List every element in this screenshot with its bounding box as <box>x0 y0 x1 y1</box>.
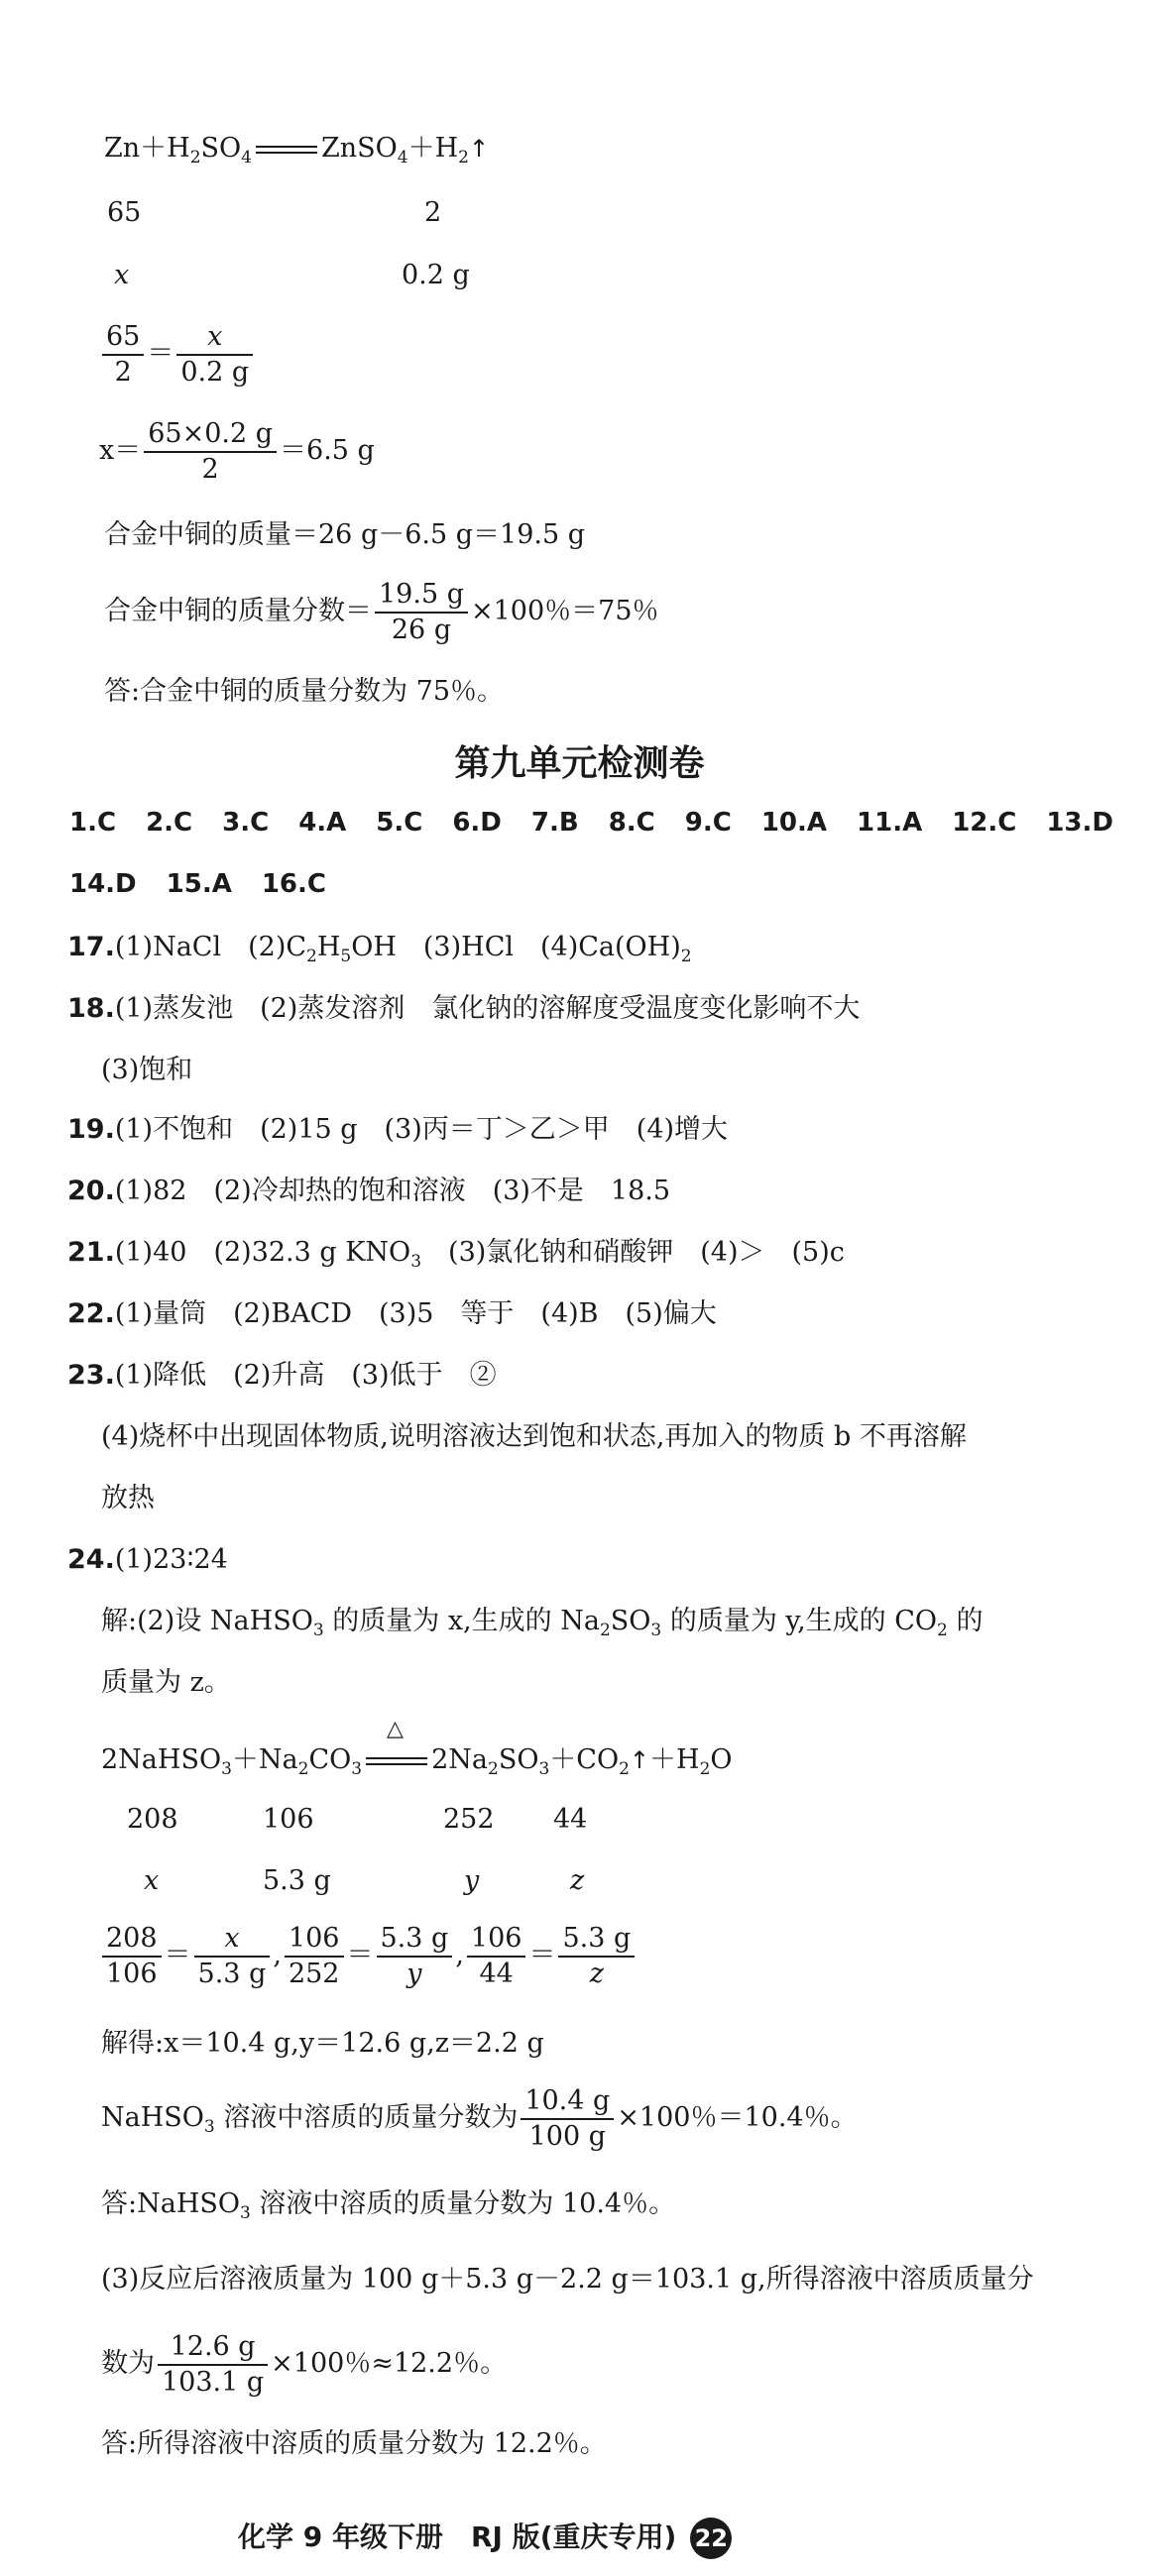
equation-zn: $Zn+H_2SO_4$ $ZnSO_4+H_2↑$ <box>104 133 490 168</box>
proportion-2: $\frac{208}{106}$ ＝ $\frac{x}{5.3 g}$ , $\frac{106}{252}$ ＝ $\frac{5.3 g}{y}$ , $\frac{106}{44}$ ＝ $\frac{5.3 g}{z}$ <box>99 1921 637 1991</box>
q24-setup-2: 质量为 z。 <box>101 1667 231 1698</box>
gas-arrow-icon: ↑ <box>629 1746 650 1774</box>
unknown-row-1b: 0.2 g <box>402 260 470 290</box>
unknown-row-2a: x <box>144 1865 160 1896</box>
unknown-row-2d: z <box>570 1865 585 1896</box>
mass-row-2b: 106 <box>263 1804 314 1835</box>
q24-part3: (3)反应后溶液质量为 100 g＋5.3 g－2.2 g＝103.1 g,所得溶液中溶质质量分 <box>101 2264 1034 2295</box>
q21: 21.(1)40 (2)32.3 g $KNO_3$ (3)氯化钠和硝酸钾 (4)＞ (5)c <box>67 1237 845 1272</box>
copper-mass: 合金中铜的质量＝26 g－6.5 g＝19.5 g <box>104 519 586 550</box>
answer-final: 答:所得溶液中溶质的质量分数为 12.2％。 <box>101 2428 607 2459</box>
q19: 19.(1)不饱和 (2)15 g (3)丙＝丁＞乙＞甲 (4)增大 <box>67 1114 729 1145</box>
proportion-1: $\frac{65}{2}$ ＝ $\frac{x}{0.2 g}$ <box>99 319 256 390</box>
unknown-row-2b: 5.3 g <box>263 1865 331 1896</box>
q20: 20.(1)82 (2)冷却热的饱和溶液 (3)不是 18.5 <box>67 1176 671 1206</box>
mass-row-2d: 44 <box>553 1804 588 1835</box>
equals-sign <box>256 146 317 154</box>
copper-ratio: 合金中铜的质量分数＝ $\frac{19.5 g}{26 g}$ ×100％＝75％ <box>104 578 659 645</box>
heat-condition-icon: △ <box>387 1717 404 1741</box>
page-number-badge: 22 <box>690 2518 732 2559</box>
mass-fraction-1: NaHSO$_3$ 溶液中溶质的质量分数为 $\frac{10.4 g}{100 g}$ ×100％＝10.4％。 <box>101 2084 858 2152</box>
section-title: 第九单元检测卷 <box>454 743 705 784</box>
choice-answers-row-2: 14.D 15.A 16.C <box>69 869 326 899</box>
q23-line3: 放热 <box>101 1483 155 1513</box>
equals-sign <box>366 1757 427 1765</box>
equation-nahso3: $2NaHSO_3+Na_2CO_3$ $2Na_2SO_3+CO_2↑+H_2O$ <box>101 1744 733 1779</box>
q23-line2: (4)烧杯中出现固体物质,说明溶液达到饱和状态,再加入的物质 b 不再溶解 <box>101 1421 967 1452</box>
answer-copper: 答:合金中铜的质量分数为 75％。 <box>104 676 505 707</box>
q24-setup: 解:(2)设 NaHSO$_3$ 的质量为 x,生成的 $Na_2SO_3$ 的质量为 y,生成的 $CO_2$ 的 <box>101 1606 984 1640</box>
gas-arrow-icon: ↑ <box>468 135 490 163</box>
q22: 22.(1)量筒 (2)BACD (3)5 等于 (4)B (5)偏大 <box>67 1298 717 1329</box>
mass-row-2a: 208 <box>127 1804 178 1835</box>
solve-results: 解得:x＝10.4 g,y＝12.6 g,z＝2.2 g <box>101 2028 544 2059</box>
mass-fraction-2: 数为 $\frac{12.6 g}{103.1 g}$ ×100％≈12.2％。 <box>101 2330 508 2398</box>
page-footer: 化学 9 年级下册 RJ 版(重庆专用) 22 <box>238 2516 732 2559</box>
q24: 24.(1)23∶24 <box>67 1544 228 1575</box>
q17: 17.(1)NaCl $(2)C_2H_5OH$ (3)HCl $(4)Ca(OH)_2$ <box>67 932 692 966</box>
q23: 23.(1)降低 (2)升高 (3)低于 ② <box>67 1360 497 1391</box>
solve-x: x＝ $\frac{65\times 0.2 g}{2}$ ＝6.5 g <box>99 417 375 485</box>
answer-nahso3: 答:NaHSO$_3$ 溶液中溶质的质量分数为 10.4％。 <box>101 2188 676 2223</box>
q18: 18.(1)蒸发池 (2)蒸发溶剂 氯化钠的溶解度受温度变化影响不大 <box>67 993 861 1024</box>
choice-answers-row-1: 1.C 2.C 3.C 4.A 5.C 6.D 7.B 8.C 9.C 10.A 11.A 12.C 13.D <box>69 808 1113 838</box>
unknown-row-1: x <box>114 260 130 290</box>
mass-row-1b: 2 <box>424 197 442 228</box>
unknown-row-2c: y <box>464 1865 480 1896</box>
q18-line2: (3)饱和 <box>101 1055 193 1085</box>
mass-row-1: 65 <box>107 197 142 228</box>
mass-row-2c: 252 <box>443 1804 495 1835</box>
